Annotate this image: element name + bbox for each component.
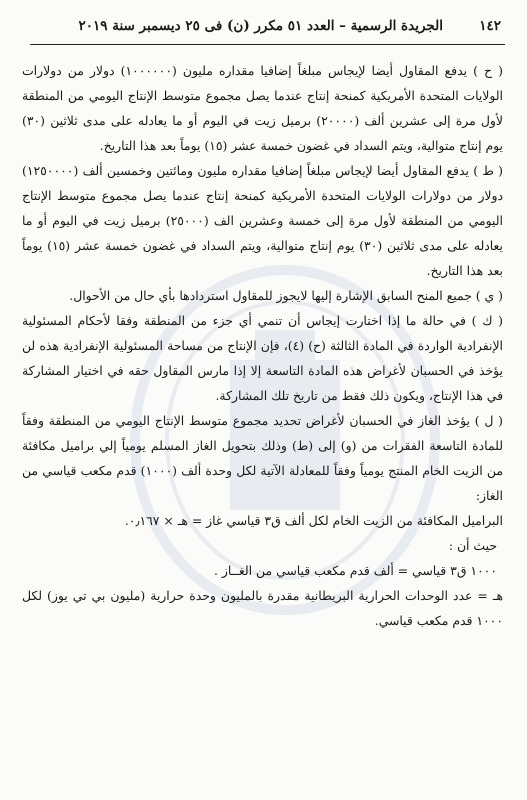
paragraph-l: ( ل ) يؤخذ الغاز في الحسبان لأغراض تحديد مجموع متوسط الإنتاج اليومي من المنطقة وفقاً للمادة التاسعة الفقرات من (و) إلى (ط) وذلك بتحويل الغاز المسلم يومياً إلي براميل مكافئة من الزيت الخام المنتج يومياً وفقاً للمعادلة الآتية لكل وحدة ألف (١٠٠٠) قدم مكعب قياسي من الغاز: [22,413,504,503]
paragraph-k: ( ك ) في حالة ما إذا اختارت إيجاس أن تنمي أي جزء من المنطقة وفقا لأحكام المسئولية الإنفرادية الواردة في المادة الثالثة (ح) (٤)، فإن الإنتاج من مساحة المسئولية الإنفرادية هذه لن يؤخذ في الحسبان لأغراض هذه المادة التاسعة إلا إذا مارس المقاول حقه في اختيار المشاركة في هذا الإنتاج، ويكون ذلك فقط من تاريخ تلك المشاركة. [22,313,503,403]
page-header [34,18,501,40]
header-title: الجريدة الرسمية – العدد ٥١ مكرر (ن) فى ٢٥ ديسمبر سنة ٢٠١٩ [78,18,443,34]
paragraph-y: ( ي ) جميع المنح السابق الإشارة إليها لايجوز للمقاول استردادها بأي حال من الأحوال. [69,288,503,303]
formula-definition-2: هـ = عدد الوحدات الحرارية البريطانية مقدرة بالمليون وحدة حرارية (مليون بي تي يوز) لكل ١٠٠٠ قدم مكعب قياسي. [22,588,503,628]
paragraph-h: ( ح ) يدفع المقاول أيضا لإيجاس مبلغاً إضافيا مقداره مليون (١٠٠٠٠٠٠) دولار من دولارات الولايات المتحدة الأمريكية كمنحة إنتاج عندما يصل مجموع متوسط الإنتاج اليومي من المنطقة لأول مرة إلى عشرين ألف (٢٠٠٠٠) برميل زيت في اليوم أو ما يعادله على مدى ثلاثين (٣٠) يوم إنتاج متوالية، ويتم السداد في غضون خمسة عشر (١٥) يوماً بعد هذا التاريخ. [22,63,503,153]
formula-definition-1: ١٠٠٠ ق٣ قياسي = ألف قدم مكعب قياسي من الغــاز . [214,563,497,578]
formula-line: البراميل المكافئة من الزيت الخام لكل ألف ق٣ قياسي غاز = هـ × ٠٫١٦٧. [124,513,503,528]
document-body [22,58,503,633]
header-divider [30,44,505,45]
paragraph-t: ( ط ) يدفع المقاول أيضا لإيجاس مبلغاً إضافيا مقداره مليون ومائتين وخمسين ألف (١٢٥٠٠٠٠) دولار من دولارات الولايات المتحدة الأمريكية كمنحة إنتاج عندما يصل مجموع متوسط الإنتاج اليومي من المنطقة لأول مرة إلى خمسة وعشرين الف (٢٥٠٠٠) برميل زيت في اليوم أو ما يعادله على مدى ثلاثين (٣٠) يوم إنتاج متوالية، ويتم السداد في غضون خمسة عشر (١٥) يوماً بعد هذا التاريخ. [22,163,503,278]
page-number: ١٤٢ [479,18,501,34]
formula-where: حيث أن : [448,538,497,553]
